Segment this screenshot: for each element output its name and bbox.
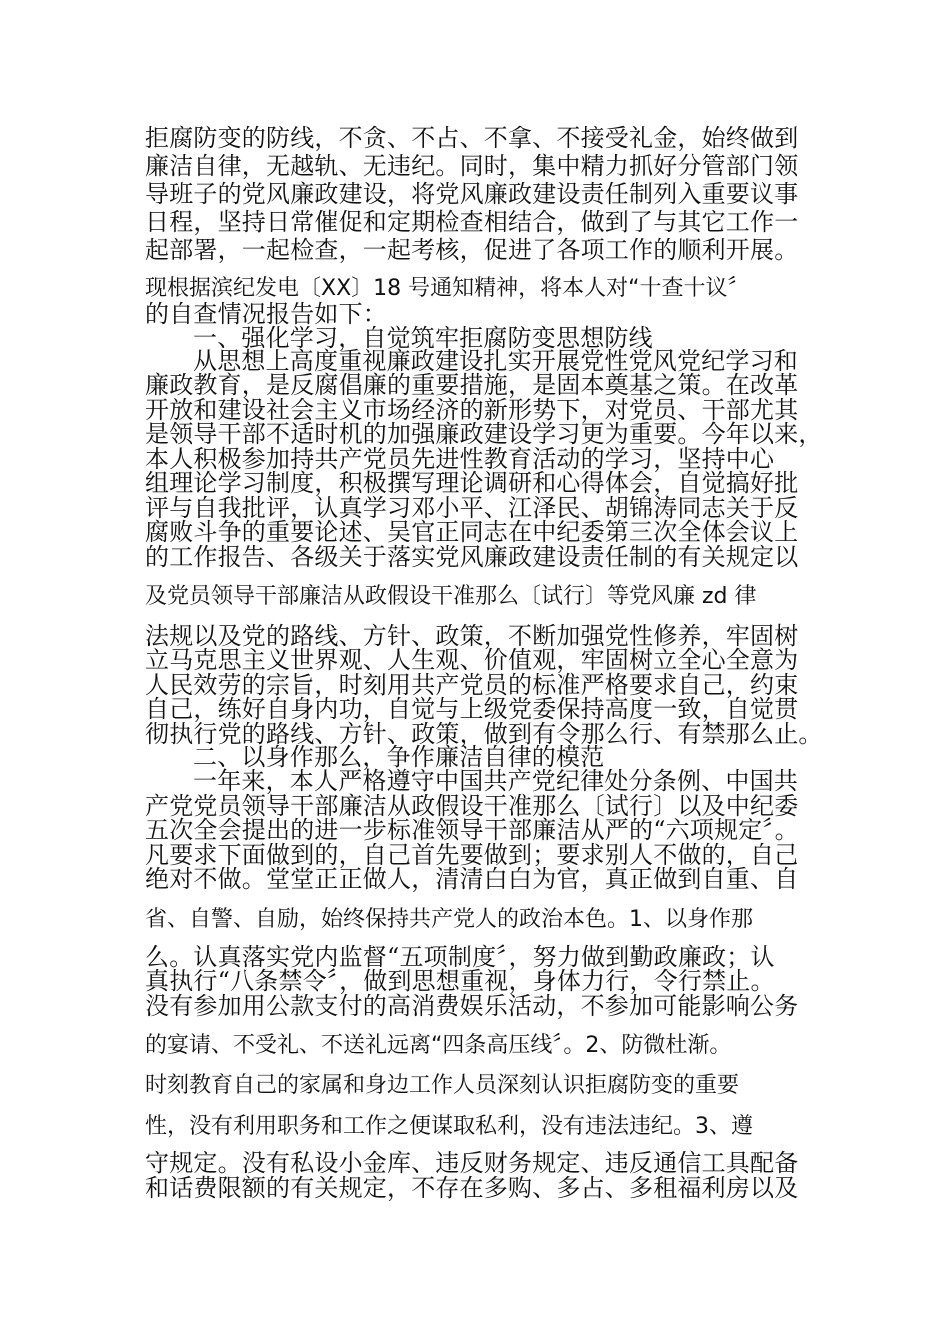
- text-line-18: 及党员领导干部廉洁从政假设干准那么〔试行〕等党风廉 zd 律: [145, 584, 757, 609]
- text-line-13: 本人积极参加持共产党员先进性教育活动的学习，坚持中心: [145, 445, 775, 473]
- text-line-37: 守规定。没有私设小金库、违反财务规定、违反通信工具配备: [145, 1149, 799, 1177]
- text-line-27: 五次全会提出的进一步标准领导干部廉洁从严的“六项规定〞。: [145, 816, 799, 844]
- text-line-4: 日程，坚持日常催促和定期检查相结合，做到了与其它工作一: [145, 208, 799, 236]
- text-line-6: 现根据滨纪发电〔XX〕18 号通知精神，将本人对“十查十议〞: [145, 276, 750, 301]
- text-line-20: 立马克思主义世界观、人生观、价值观，牢固树立全心全意为: [145, 646, 799, 674]
- text-line-17: 的工作报告、各级关于落实党风廉政建设责任制的有关规定以: [145, 543, 799, 571]
- text-line-33: 没有参加用公款支付的高消费娱乐活动，不参加可能影响公务: [145, 992, 799, 1020]
- text-line-29: 绝对不做。堂堂正正做人，清清白白为官，真正做到自重、自: [145, 865, 799, 893]
- text-line-36: 性，没有利用职务和工作之便谋取私利，没有违法违纪。3、遵: [145, 1114, 753, 1139]
- text-line-2: 廉洁自律，无越轨、无违纪。同时，集中精力抓好分管部门领: [145, 152, 799, 180]
- text-line-25: 一年来，本人严格遵守中国共产党纪律处分条例、中国共: [193, 767, 798, 795]
- text-line-9: 从思想上高度重视廉政建设扎实开展党性党风党纪学习和: [193, 347, 798, 375]
- text-line-22: 自己，练好自身内功，自觉与上级党委保持高度一致，自觉贯: [145, 695, 799, 723]
- text-line-30: 省、自警、自励，始终保持共产党人的政治本色。1、以身作那: [145, 907, 753, 932]
- text-line-11: 开放和建设社会主义市场经济的新形势下，对党员、干部尤其: [145, 396, 799, 424]
- text-line-34: 的宴请、不受礼、不送礼远离“四条高压线〞。2、防微杜渐。: [145, 1033, 732, 1058]
- text-line-10: 廉政教育，是反腐倡廉的重要措施，是固本奠基之策。在改革: [145, 371, 799, 399]
- text-line-12: 是领导干部不适时机的加强廉政建设学习更为重要。今年以来，: [145, 420, 823, 448]
- text-line-26: 产党党员领导干部廉洁从政假设干准那么〔试行〕以及中纪委: [145, 792, 799, 820]
- text-line-14: 组理论学习制度，积极撰写理论调研和心得体会，自觉搞好批: [145, 469, 799, 497]
- section-heading-1: 一、强化学习，自觉筑牢拒腐防变思想防线: [193, 324, 653, 352]
- text-line-15: 评与自我批评，认真学习邓小平、江泽民、胡锦涛同志关于反: [145, 494, 799, 522]
- text-line-7: 的自查情况报告如下：: [145, 300, 387, 328]
- text-line-5: 起部署，一起检查，一起考核，促进了各项工作的顺利开展。: [145, 236, 799, 264]
- text-line-16: 腐败斗争的重要论述、吴官正同志在中纪委第三次全体会议上: [145, 518, 799, 546]
- section-heading-2: 二、以身作那么，争作廉洁自律的模范: [193, 743, 605, 771]
- text-line-35: 时刻教育自己的家属和身边工作人员深刻认识拒腐防变的重要: [145, 1073, 740, 1098]
- text-line-32: 真执行“八条禁令〞，做到思想重视，身体力行，令行禁止。: [145, 967, 775, 995]
- text-line-31: 么。认真落实党内监督“五项制度〞，努力做到勤政廉政；认: [145, 943, 775, 971]
- text-line-19: 法规以及党的路线、方针、政策，不断加强党性修养，牢固树: [145, 622, 799, 650]
- text-line-21: 人民效劳的宗旨，时刻用共产党员的标准严格要求自己，约束: [145, 671, 799, 699]
- text-line-28: 凡要求下面做到的，自己首先要做到；要求别人不做的，自己: [145, 841, 799, 869]
- text-line-3: 导班子的党风廉政建设，将党风廉政建设责任制列入重要议事: [145, 180, 799, 208]
- text-line-38: 和话费限额的有关规定，不存在多购、多占、多租福利房以及: [145, 1174, 799, 1202]
- text-line-23: 彻执行党的路线、方针、政策，做到有令那么行、有禁那么止。: [145, 720, 823, 748]
- text-line-1: 拒腐防变的防线，不贪、不占、不拿、不接受礼金，始终做到: [145, 124, 799, 152]
